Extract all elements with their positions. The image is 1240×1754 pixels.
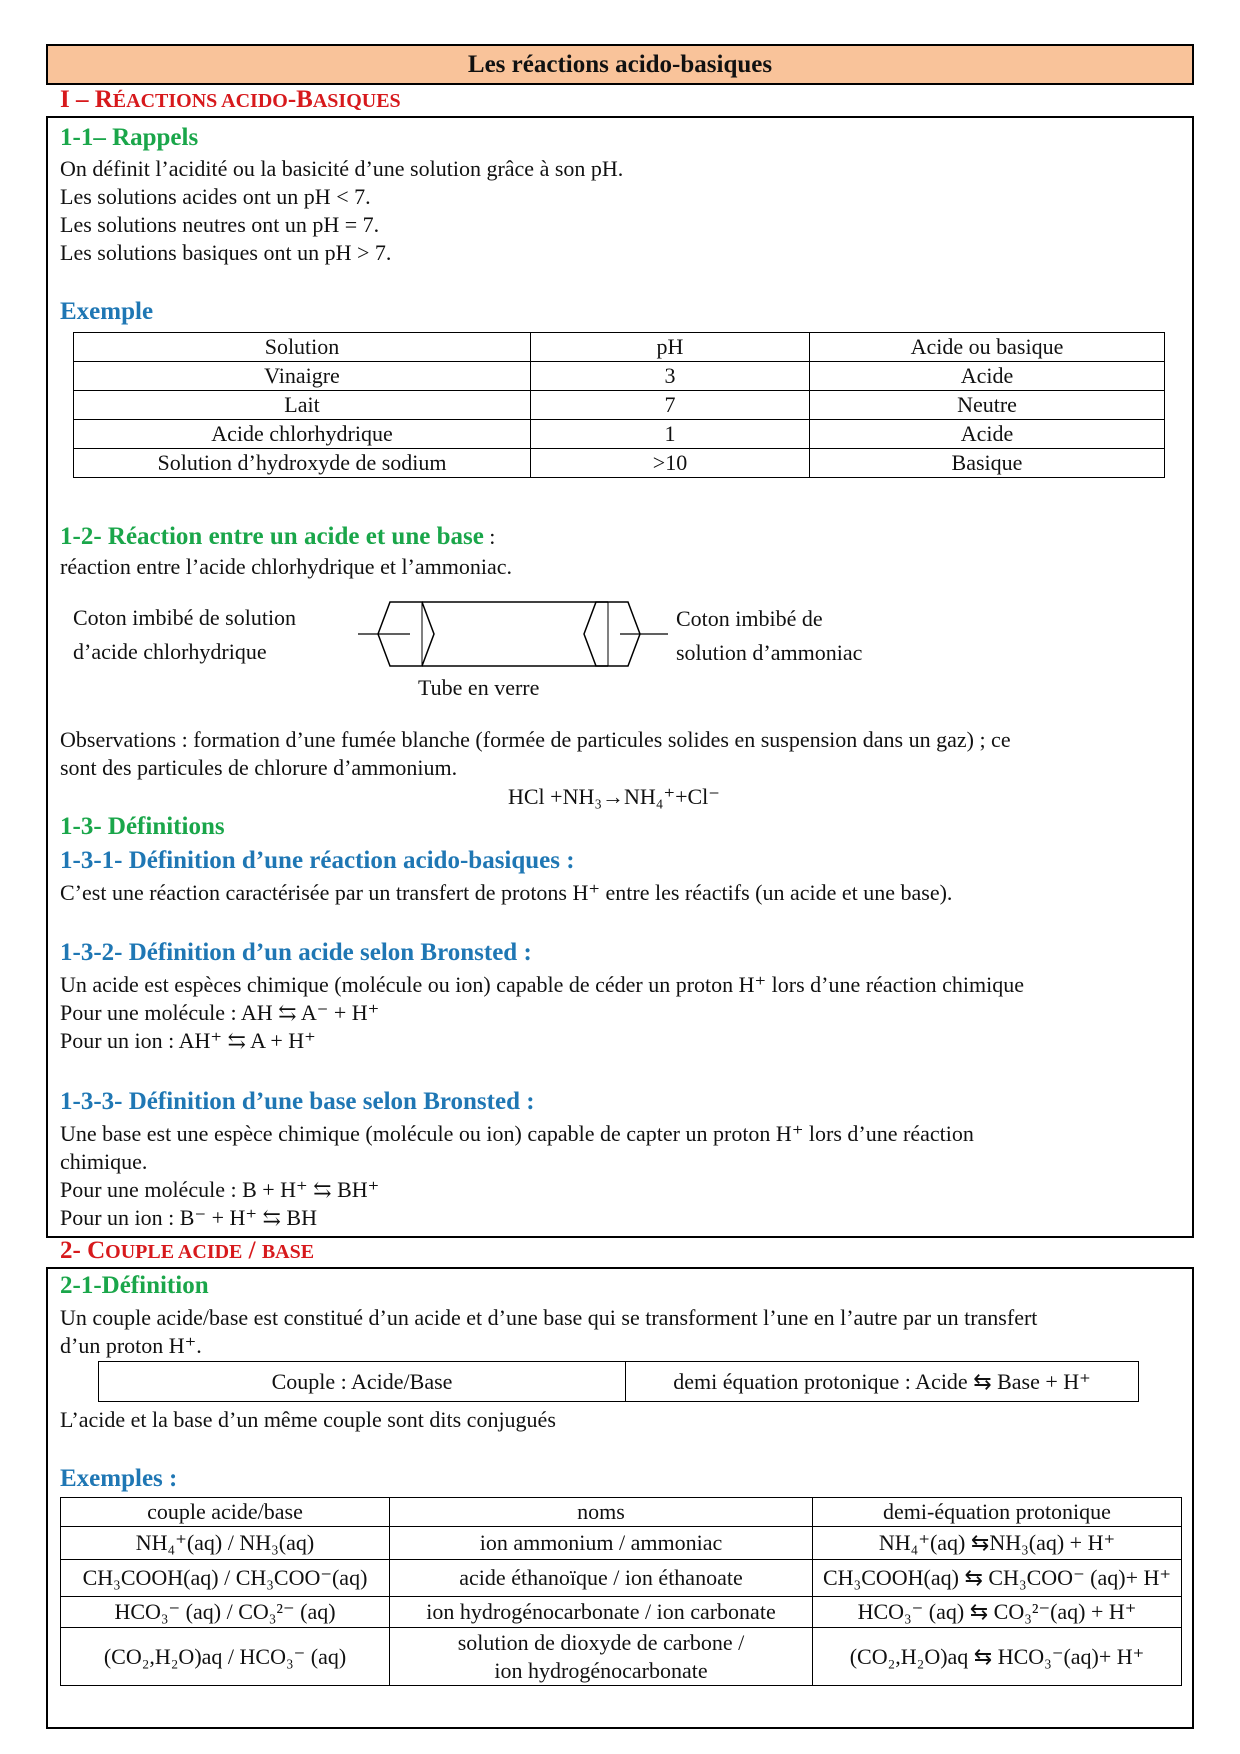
right-cotton-label: solution d’ammoniac [676, 640, 863, 665]
section-1-frame [46, 116, 1194, 1238]
couple-box [98, 1361, 1139, 1402]
rappels-line: Les solutions acides ont un pH < 7. [60, 184, 371, 209]
table-cell: Lait [74, 391, 531, 420]
table-header: demi-équation protonique [813, 1498, 1182, 1527]
table-cell: NH₄⁺(aq) ⇆NH₃(aq) + H⁺ [813, 1527, 1182, 1560]
table-cell: HCO₃⁻ (aq) ⇆ CO₃²⁻(aq) + H⁺ [813, 1597, 1182, 1628]
couple-box-left: Couple : Acide/Base [99, 1362, 626, 1402]
ph-table [73, 332, 1165, 478]
table-cell: HCO₃⁻ (aq) / CO₃²⁻ (aq) [61, 1597, 390, 1628]
page-title: Les réactions acido-basiques [46, 44, 1194, 85]
def-2-heading: 1-3-2- Définition d’un acide selon Bronsted : [60, 939, 532, 966]
def-1-text: C’est une réaction caractérisée par un transfert de protons H⁺ entre les réactifs (un acide et une base). [60, 880, 953, 905]
rappels-line: Les solutions basiques ont un pH > 7. [60, 240, 392, 265]
table-cell: CH₃COOH(aq) / CH₃COO⁻(aq) [61, 1560, 390, 1597]
def-3-text: Une base est une espèce chimique (molécule ou ion) capable de capter un proton H⁺ lors d’une réaction [60, 1121, 974, 1146]
table-row [74, 362, 1165, 391]
table-row [74, 391, 1165, 420]
observations-line: Observations : formation d’une fumée blanche (formée de particules solides en suspension dans un gaz) ; ce [60, 727, 1011, 752]
table-cell: 1 [531, 420, 810, 449]
table-cell: acide éthanoïque / ion éthanoate [390, 1560, 813, 1597]
def-3-heading: 1-3-3- Définition d’une base selon Bronsted : [60, 1088, 535, 1115]
table-row [61, 1597, 1182, 1628]
right-cotton-label: Coton imbibé de [676, 606, 823, 631]
table-cell: ion hydrogénocarbonate / ion carbonate [390, 1597, 813, 1628]
table-cell: (CO₂,H₂O)aq / HCO₃⁻ (aq) [61, 1628, 390, 1686]
exemple-heading: Exemple [60, 298, 154, 325]
section-1-heading: I – RÉACTIONS ACIDO-BASIQUES [60, 86, 401, 113]
def-3-molecule: Pour une molécule : B + H⁺ ⇆ BH⁺ [60, 1177, 380, 1202]
rappels-heading: 1-1– Rappels [60, 124, 199, 151]
definitions-heading: 1-3- Définitions [60, 813, 225, 840]
reaction-heading: 1-2- Réaction entre un acide et une base : [60, 523, 496, 550]
exemples-heading: Exemples : [60, 1465, 178, 1492]
conjugate-note: L’acide et la base d’un même couple sont dits conjugués [60, 1407, 556, 1432]
table-header: Acide ou basique [810, 333, 1165, 362]
couples-table [60, 1497, 1182, 1686]
reaction-equation: HCl +NH₃→NH₄⁺+Cl⁻ [508, 784, 720, 809]
table-cell: Basique [810, 449, 1165, 478]
table-cell: Acide [810, 362, 1165, 391]
table-header: Solution [74, 333, 531, 362]
table-cell: Acide chlorhydrique [74, 420, 531, 449]
table-cell: 3 [531, 362, 810, 391]
table-cell: Neutre [810, 391, 1165, 420]
table-cell-line: ion hydrogénocarbonate [494, 1657, 708, 1683]
def-2-ion: Pour un ion : AH⁺ ⇆ A + H⁺ [60, 1028, 316, 1053]
table-row [74, 420, 1165, 449]
table-cell [390, 1628, 813, 1686]
couple-definition-text: Un couple acide/base est constitué d’un acide et d’une base qui se transforment l’une en l’autre par un transfert [60, 1305, 1038, 1330]
table-header: pH [531, 333, 810, 362]
couple-box-right: demi équation protonique : Acide ⇆ Base + H⁺ [626, 1362, 1139, 1402]
def-2-text: Un acide est espèces chimique (molécule ou ion) capable de céder un proton H⁺ lors d’une réaction chimique [60, 972, 1024, 997]
table-row [74, 449, 1165, 478]
table-row [61, 1527, 1182, 1560]
table-cell: 7 [531, 391, 810, 420]
left-cotton-label: d’acide chlorhydrique [73, 639, 267, 664]
table-cell: Acide [810, 420, 1165, 449]
observations-line: sont des particules de chlorure d’ammonium. [60, 755, 458, 780]
table-cell: Solution d’hydroxyde de sodium [74, 449, 531, 478]
table-cell: Vinaigre [74, 362, 531, 391]
table-cell: NH₄⁺(aq) / NH₃(aq) [61, 1527, 390, 1560]
table-cell: >10 [531, 449, 810, 478]
table-header: noms [390, 1498, 813, 1527]
def-3-text: chimique. [60, 1149, 148, 1174]
def-1-heading: 1-3-1- Définition d’une réaction acido-basiques : [60, 847, 575, 874]
def-3-ion: Pour un ion : B⁻ + H⁺ ⇆ BH [60, 1205, 317, 1230]
table-row [61, 1628, 1182, 1686]
glass-tube-diagram [350, 594, 670, 674]
table-cell: (CO₂,H₂O)aq ⇆ HCO₃⁻(aq)+ H⁺ [813, 1628, 1182, 1686]
reaction-intro: réaction entre l’acide chlorhydrique et l’ammoniac. [60, 554, 513, 579]
table-header: couple acide/base [61, 1498, 390, 1527]
section-2-heading: 2- COUPLE ACIDE / BASE [60, 1237, 315, 1264]
tube-label: Tube en verre [418, 675, 540, 700]
def-2-molecule: Pour une molécule : AH ⇆ A⁻ + H⁺ [60, 1000, 380, 1025]
table-row [61, 1560, 1182, 1597]
couple-definition-heading: 2-1-Définition [60, 1272, 209, 1299]
table-cell: CH₃COOH(aq) ⇆ CH₃COO⁻ (aq)+ H⁺ [813, 1560, 1182, 1597]
table-cell-line: solution de dioxyde de carbone / [457, 1629, 745, 1655]
rappels-line: On définit l’acidité ou la basicité d’une solution grâce à son pH. [60, 156, 624, 181]
table-cell: ion ammonium / ammoniac [390, 1527, 813, 1560]
left-cotton-label: Coton imbibé de solution [73, 605, 297, 630]
rappels-line: Les solutions neutres ont un pH = 7. [60, 212, 380, 237]
couple-definition-text: d’un proton H⁺. [60, 1333, 202, 1358]
